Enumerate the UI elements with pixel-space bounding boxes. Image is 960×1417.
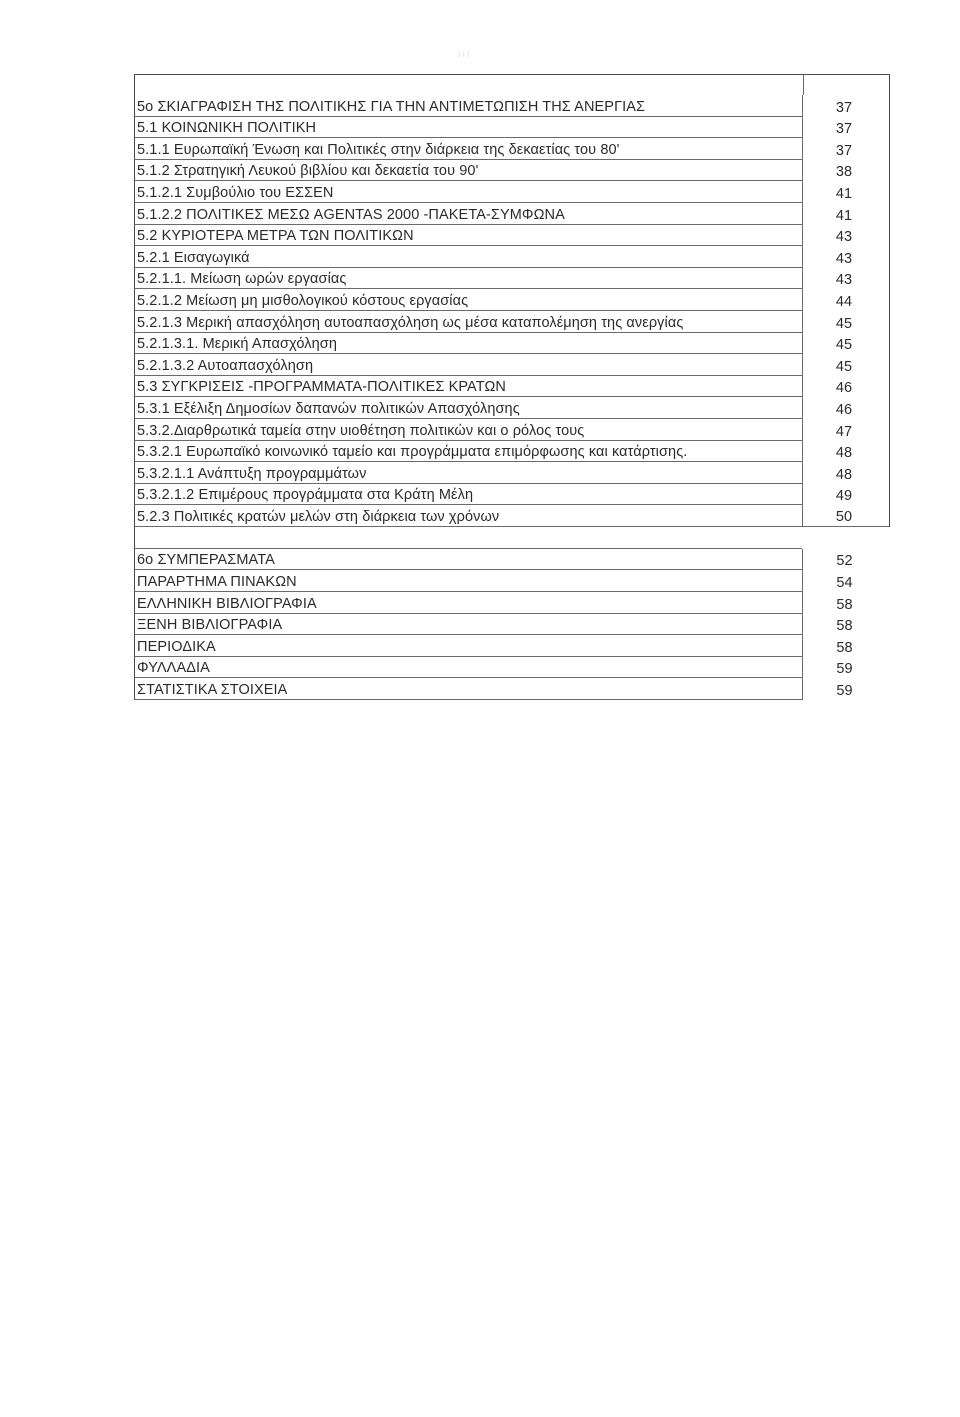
toc-entry-page: 43 [802, 268, 890, 290]
toc-entry-page: 48 [802, 441, 890, 463]
page-number-mark: ιιι [458, 48, 472, 60]
toc-entry-page: 38 [802, 160, 890, 182]
toc-entry-page: 46 [802, 397, 890, 419]
toc-row [134, 592, 890, 614]
toc-entry-page: 48 [802, 462, 890, 484]
toc-row [134, 289, 890, 311]
toc-row [134, 117, 890, 139]
toc-entry-title: 5.2.3 Πολιτικές κρατών μελών στη διάρκεια των χρόνων [134, 505, 802, 527]
toc-row [134, 570, 890, 592]
toc-entry-page: 58 [802, 592, 890, 614]
toc-entry-title: 5.2.1 Εισαγωγικά [134, 246, 802, 268]
toc-row [134, 549, 890, 571]
toc-entry-title: 5.1.1 Ευρωπαϊκή Ένωση και Πολιτικές στην διάρκεια της δεκαετίας του 80' [134, 138, 802, 160]
toc-row [134, 397, 890, 419]
toc-entry-title: ΕΛΛΗΝΙΚΗ ΒΙΒΛΙΟΓΡΑΦΙΑ [134, 592, 802, 614]
toc-entry-title: 5.2.1.3 Μερική απασχόληση αυτοαπασχόληση ως μέσα καταπολέμηση της ανεργίας [134, 311, 802, 333]
toc-entry-title: 6ο ΣΥΜΠΕΡΑΣΜΑΤΑ [134, 549, 802, 571]
toc-entry-page: 59 [802, 678, 890, 700]
toc-row [134, 95, 890, 117]
toc-entry-title: ΣΤΑΤΙΣΤΙΚΑ ΣΤΟΙΧΕΙΑ [134, 678, 802, 700]
toc-row [134, 225, 890, 247]
toc-entry-page: 52 [802, 549, 890, 571]
toc-row [134, 138, 890, 160]
toc-entry-title: ΞΕΝΗ ΒΙΒΛΙΟΓΡΑΦΙΑ [134, 614, 802, 636]
toc-row [134, 203, 890, 225]
toc-row [134, 678, 890, 700]
toc-entry-page: 49 [802, 484, 890, 506]
toc-entry-page: 58 [802, 635, 890, 657]
toc-entry-page: 45 [802, 354, 890, 376]
toc-row [134, 505, 890, 527]
toc-header-spacer [134, 75, 890, 95]
toc-entry-title: 5ο ΣΚΙΑΓΡΑΦΙΣΗ ΤΗΣ ΠΟΛΙΤΙΚΗΣ ΓΙΑ ΤΗΝ ΑΝΤΙΜΕΤΩΠΙΣΗ ΤΗΣ ΑΝΕΡΓΙΑΣ [134, 95, 802, 117]
toc-entry-title: 5.1.2.1 Συμβούλιο του ΕΣΣΕΝ [134, 181, 802, 203]
toc-entry-page: 37 [802, 95, 890, 117]
toc-entry-title: 5.2 ΚΥΡΙΟΤΕΡΑ ΜΕΤΡΑ ΤΩΝ ΠΟΛΙΤΙΚΩΝ [134, 225, 802, 247]
toc-row [134, 657, 890, 679]
toc-entry-page: 43 [802, 246, 890, 268]
toc-entry-title: 5.2.1.2 Μείωση μη μισθολογικού κόστους εργασίας [134, 289, 802, 311]
toc-entry-title: 5.3.2.Διαρθρωτικά ταμεία στην υιοθέτηση πολιτικών και ο ρόλος τους [134, 419, 802, 441]
toc-row [134, 419, 890, 441]
toc-entry-page: 37 [802, 138, 890, 160]
toc-entry-page: 41 [802, 181, 890, 203]
toc-entry-page: 50 [802, 505, 890, 527]
toc-entry-page: 37 [802, 117, 890, 139]
toc-section-back-matter [134, 549, 890, 700]
toc-entry-title: 5.1.2.2 ΠΟΛΙΤΙΚΕΣ ΜΕΣΩ AGENTAS 2000 -ΠΑΚΕΤΑ-ΣΥΜΦΩΝΑ [134, 203, 802, 225]
toc-entry-title: 5.3.2.1.2 Επιμέρους προγράμματα στα Κράτη Μέλη [134, 484, 802, 506]
toc-entry-title: 5.2.1.3.2 Αυτοαπασχόληση [134, 354, 802, 376]
toc-entry-page: 47 [802, 419, 890, 441]
toc-entry-page: 58 [802, 614, 890, 636]
toc-row [134, 311, 890, 333]
toc-entry-page: 59 [802, 657, 890, 679]
toc-entry-title: 5.3.1 Εξέλιξη Δημοσίων δαπανών πολιτικών Απασχόλησης [134, 397, 802, 419]
toc-entry-page: 44 [802, 289, 890, 311]
toc-entry-title: 5.1 ΚΟΙΝΩΝΙΚΗ ΠΟΛΙΤΙΚΗ [134, 117, 802, 139]
toc-row [134, 462, 890, 484]
toc-section-chapter-5 [134, 95, 890, 527]
toc-entry-title: 5.2.1.1. Μείωση ωρών εργασίας [134, 268, 802, 290]
toc-row [134, 376, 890, 398]
toc-entry-title: 5.3.2.1 Ευρωπαϊκό κοινωνικό ταμείο και προγράμματα επιμόρφωσης και κατάρτισης. [134, 441, 802, 463]
toc-row [134, 333, 890, 355]
toc-row [134, 354, 890, 376]
toc-row [134, 635, 890, 657]
toc-entry-title: ΦΥΛΛΑΔΙΑ [134, 657, 802, 679]
toc-entry-title: 5.3.2.1.1 Ανάπτυξη προγραμμάτων [134, 462, 802, 484]
table-of-contents [134, 74, 890, 700]
toc-row [134, 246, 890, 268]
toc-row [134, 441, 890, 463]
toc-entry-page: 45 [802, 311, 890, 333]
toc-entry-title: 5.3 ΣΥΓΚΡΙΣΕΙΣ -ΠΡΟΓΡΑΜΜΑΤΑ-ΠΟΛΙΤΙΚΕΣ ΚΡΑΤΩΝ [134, 376, 802, 398]
toc-entry-page: 43 [802, 225, 890, 247]
toc-entry-title: ΠΑΡΑΡΤΗΜΑ ΠΙΝΑΚΩΝ [134, 570, 802, 592]
toc-entry-title: 5.2.1.3.1. Μερική Απασχόληση [134, 333, 802, 355]
toc-row [134, 181, 890, 203]
toc-entry-page: 45 [802, 333, 890, 355]
toc-entry-page: 41 [802, 203, 890, 225]
toc-row [134, 160, 890, 182]
toc-entry-title: 5.1.2 Στρατηγική Λευκού βιβλίου και δεκαετία του 90' [134, 160, 802, 182]
toc-row [134, 268, 890, 290]
toc-section-gap [134, 527, 890, 549]
toc-entry-title: ΠΕΡΙΟΔΙΚΑ [134, 635, 802, 657]
toc-row [134, 614, 890, 636]
toc-entry-page: 46 [802, 376, 890, 398]
toc-row [134, 484, 890, 506]
toc-entry-page: 54 [802, 570, 890, 592]
